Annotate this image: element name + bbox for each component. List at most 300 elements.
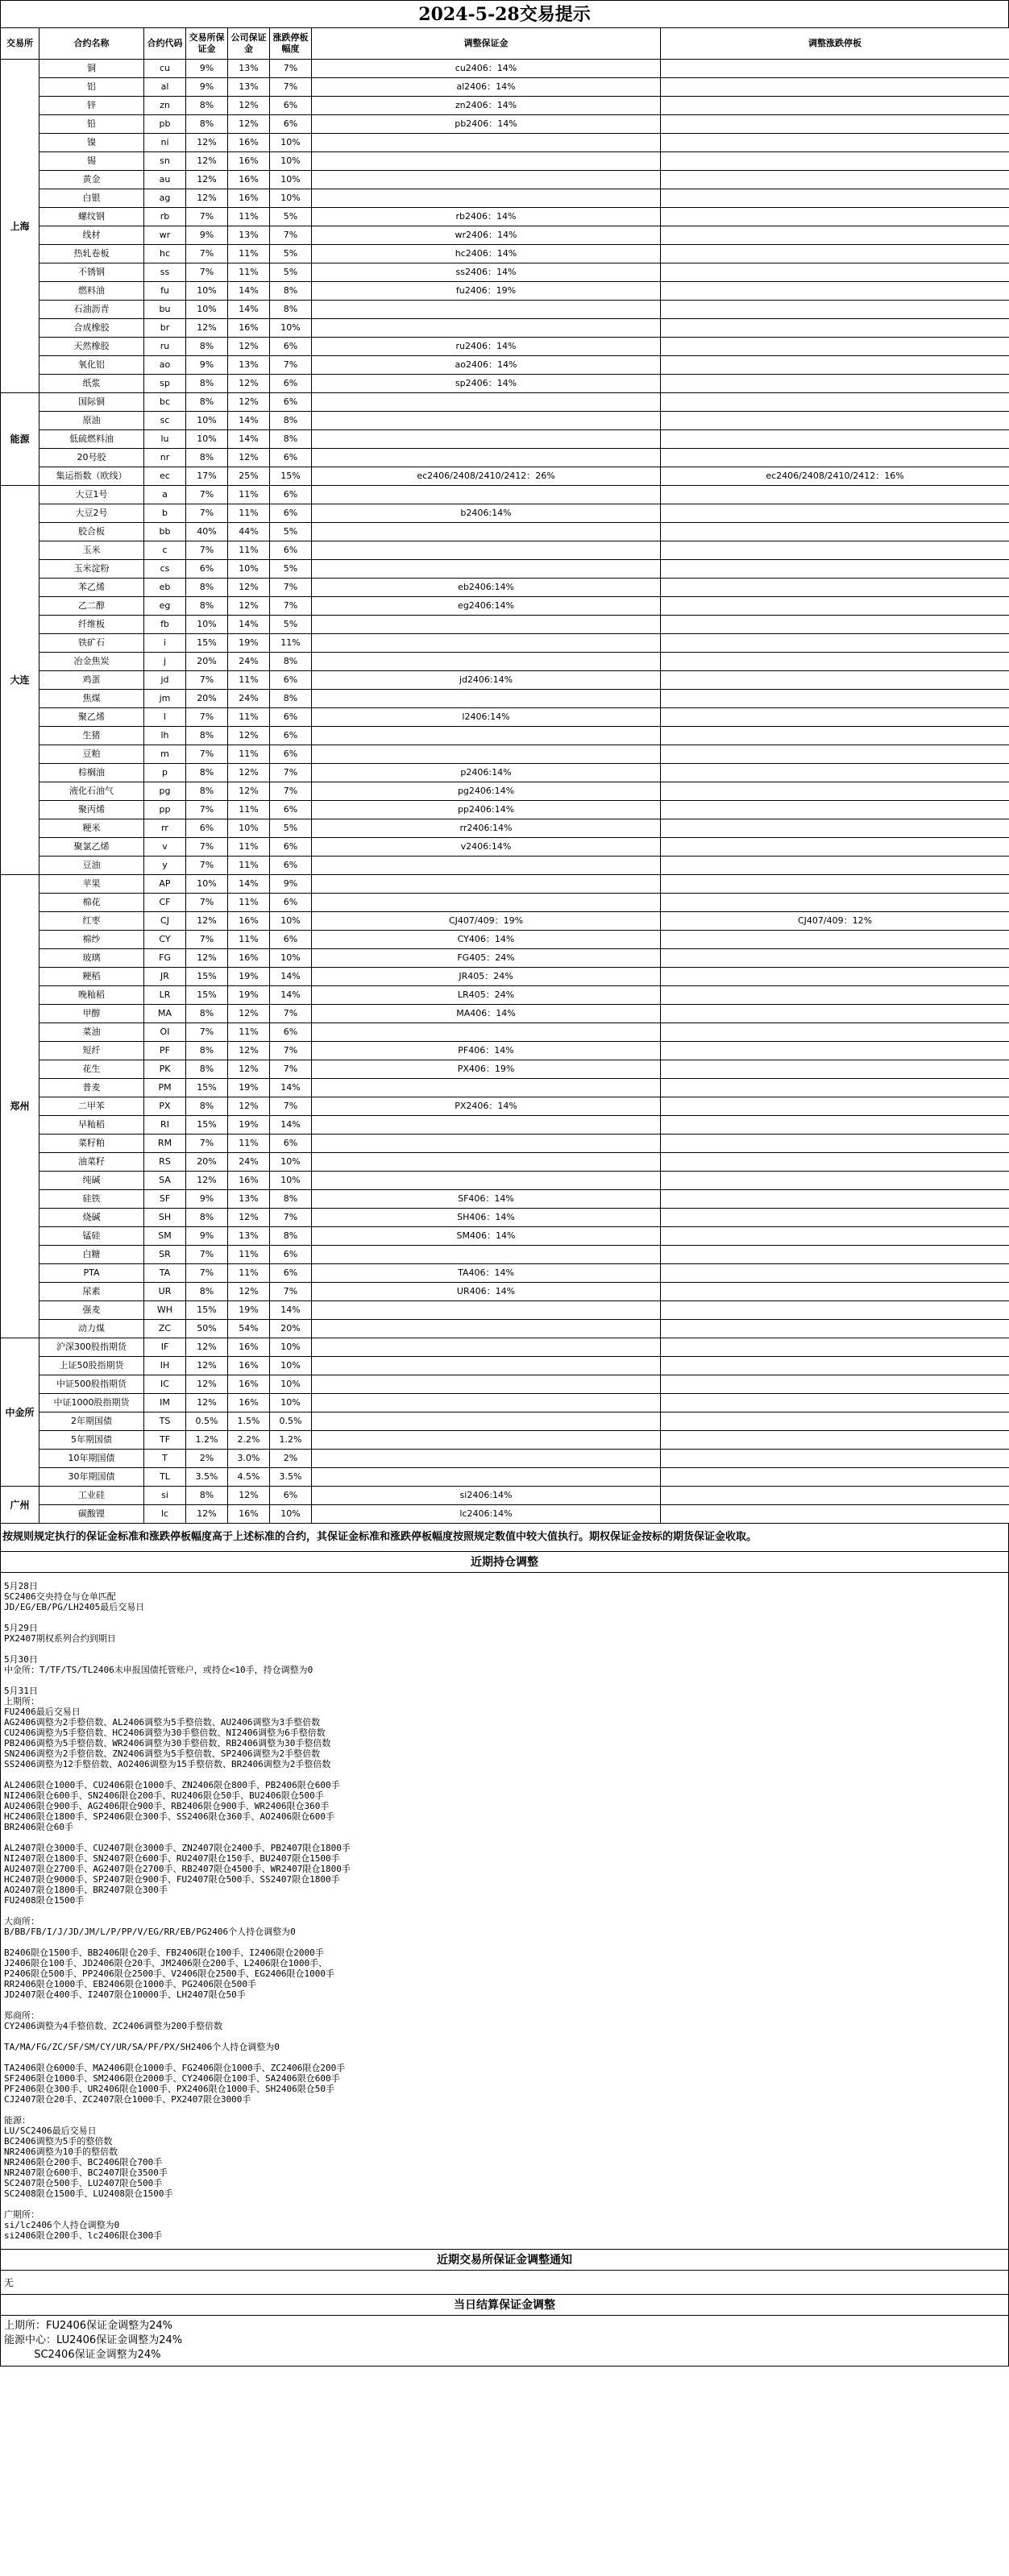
limit-range-cell: 10% (270, 1153, 312, 1172)
exchange-margin-cell: 7% (186, 931, 228, 949)
company-margin-cell: 11% (228, 504, 270, 523)
adjust-margin-cell (312, 1301, 661, 1320)
adjust-margin-cell (312, 1450, 661, 1468)
exchange-margin-cell: 8% (186, 579, 228, 597)
adjust-margin-cell: fu2406：19% (312, 282, 661, 301)
contract-name-cell: 工业硅 (39, 1487, 144, 1505)
limit-range-cell: 7% (270, 782, 312, 801)
contract-code-cell: jd (144, 671, 186, 690)
limit-range-cell: 14% (270, 1079, 312, 1097)
limit-range-cell: 7% (270, 1042, 312, 1060)
company-margin-cell: 19% (228, 634, 270, 653)
company-margin-cell: 14% (228, 412, 270, 430)
limit-range-cell: 10% (270, 1375, 312, 1394)
limit-range-cell: 8% (270, 653, 312, 671)
company-margin-cell: 12% (228, 338, 270, 356)
exchange-margin-cell: 7% (186, 541, 228, 560)
adjust-limit-cell (661, 838, 1009, 857)
contract-code-cell: ru (144, 338, 186, 356)
limit-range-cell: 8% (270, 282, 312, 301)
limit-range-cell: 14% (270, 1116, 312, 1135)
exchange-margin-cell: 9% (186, 356, 228, 375)
adjust-margin-cell (312, 1320, 661, 1338)
exchange-margin-cell: 7% (186, 801, 228, 819)
exchange-margin-cell: 9% (186, 78, 228, 97)
exchange-margin-cell: 15% (186, 634, 228, 653)
adjust-margin-cell (312, 134, 661, 152)
adjust-limit-cell (661, 782, 1009, 801)
exchange-margin-cell: 7% (186, 1264, 228, 1283)
limit-range-cell: 8% (270, 430, 312, 449)
adjust-margin-cell (312, 1394, 661, 1412)
contract-code-cell: v (144, 838, 186, 857)
table-row (1, 671, 1009, 690)
adjust-limit-cell (661, 560, 1009, 579)
adjust-limit-cell (661, 189, 1009, 208)
table-row (1, 301, 1009, 319)
contract-name-cell: 豆油 (39, 857, 144, 875)
company-margin-cell: 4.5% (228, 1468, 270, 1487)
adjust-limit-cell (661, 1190, 1009, 1209)
contract-name-cell: 天然橡胶 (39, 338, 144, 356)
adjust-margin-cell (312, 1412, 661, 1431)
limit-range-cell: 8% (270, 690, 312, 708)
adjust-limit-cell (661, 97, 1009, 115)
exchange-margin-cell: 10% (186, 282, 228, 301)
table-row (1, 597, 1009, 616)
table-row (1, 931, 1009, 949)
exchange-margin-cell: 8% (186, 764, 228, 782)
company-margin-cell: 14% (228, 875, 270, 894)
company-margin-cell: 16% (228, 1394, 270, 1412)
limit-range-cell: 6% (270, 115, 312, 134)
limit-range-cell: 10% (270, 1172, 312, 1190)
adjust-limit-cell (661, 338, 1009, 356)
company-margin-cell: 11% (228, 857, 270, 875)
adjust-limit-cell (661, 894, 1009, 912)
contract-code-cell: ZC (144, 1320, 186, 1338)
adjust-margin-cell (312, 1375, 661, 1394)
adjust-limit-cell (661, 1357, 1009, 1375)
exchange-margin-cell: 7% (186, 894, 228, 912)
contract-code-cell: PX (144, 1097, 186, 1116)
adjust-limit-cell (661, 1320, 1009, 1338)
contract-code-cell: IH (144, 1357, 186, 1375)
contract-name-cell: PTA (39, 1264, 144, 1283)
exchange-margin-cell: 1.2% (186, 1431, 228, 1450)
header-company-margin: 公司保证金 (228, 28, 270, 60)
contract-name-cell: 强麦 (39, 1301, 144, 1320)
contract-code-cell: lc (144, 1505, 186, 1524)
adjust-margin-cell (312, 189, 661, 208)
contract-code-cell: nr (144, 449, 186, 467)
company-margin-cell: 24% (228, 1153, 270, 1172)
adjust-limit-cell (661, 1450, 1009, 1468)
exchange-margin-cell: 12% (186, 1505, 228, 1524)
contract-code-cell: ao (144, 356, 186, 375)
company-margin-cell: 16% (228, 1338, 270, 1357)
adjust-limit-cell (661, 1468, 1009, 1487)
table-row (1, 171, 1009, 189)
company-margin-cell: 12% (228, 1097, 270, 1116)
company-margin-cell: 11% (228, 1135, 270, 1153)
table-row (1, 764, 1009, 782)
header-adjust-margin: 调整保证金 (312, 28, 661, 60)
exchange-margin-cell: 2% (186, 1450, 228, 1468)
contract-name-cell: 焦煤 (39, 690, 144, 708)
table-row (1, 986, 1009, 1005)
limit-range-cell: 11% (270, 634, 312, 653)
exchange-margin-cell: 8% (186, 97, 228, 115)
adjust-margin-cell: PF406：14% (312, 1042, 661, 1060)
adjust-margin-cell (312, 1338, 661, 1357)
contract-name-cell: 菜籽粕 (39, 1135, 144, 1153)
adjust-limit-cell (661, 1023, 1009, 1042)
table-row (1, 1357, 1009, 1375)
limit-range-cell: 5% (270, 208, 312, 226)
table-row (1, 226, 1009, 245)
contract-code-cell: TL (144, 1468, 186, 1487)
exchange-margin-cell: 8% (186, 1209, 228, 1227)
table-row (1, 541, 1009, 560)
exchange-margin-cell: 8% (186, 727, 228, 745)
adjust-margin-cell (312, 1079, 661, 1097)
contract-code-cell: sc (144, 412, 186, 430)
contract-name-cell: 甲醇 (39, 1005, 144, 1023)
limit-range-cell: 6% (270, 727, 312, 745)
table-row (1, 60, 1009, 78)
header-limit: 涨跌停板幅度 (270, 28, 312, 60)
adjust-margin-cell (312, 690, 661, 708)
company-margin-cell: 16% (228, 189, 270, 208)
contract-name-cell: 大豆1号 (39, 486, 144, 504)
contract-name-cell: 20号胶 (39, 449, 144, 467)
company-margin-cell: 13% (228, 356, 270, 375)
table-row (1, 1301, 1009, 1320)
adjust-limit-cell (661, 1283, 1009, 1301)
contract-name-cell: 氧化铝 (39, 356, 144, 375)
contract-name-cell: 短纤 (39, 1042, 144, 1060)
contract-code-cell: CY (144, 931, 186, 949)
table-row (1, 727, 1009, 745)
contract-name-cell: 液化石油气 (39, 782, 144, 801)
company-margin-cell: 11% (228, 208, 270, 226)
contract-code-cell: ni (144, 134, 186, 152)
adjust-margin-cell (312, 634, 661, 653)
exchange-margin-cell: 0.5% (186, 1412, 228, 1431)
exchange-margin-cell: 7% (186, 1023, 228, 1042)
exchange-margin-cell: 8% (186, 1283, 228, 1301)
limit-range-cell: 7% (270, 1005, 312, 1023)
exchange-margin-cell: 3.5% (186, 1468, 228, 1487)
contract-name-cell: 油菜籽 (39, 1153, 144, 1172)
table-row (1, 263, 1009, 282)
contract-code-cell: SF (144, 1190, 186, 1209)
adjust-margin-cell: JR405：24% (312, 968, 661, 986)
contract-name-cell: 红枣 (39, 912, 144, 931)
table-row (1, 1394, 1009, 1412)
exchange-margin-cell: 12% (186, 1357, 228, 1375)
limit-range-cell: 10% (270, 152, 312, 171)
table-row (1, 560, 1009, 579)
contract-name-cell: 烧碱 (39, 1209, 144, 1227)
contract-code-cell: ec (144, 467, 186, 486)
exchange-margin-cell: 9% (186, 1190, 228, 1209)
table-row (1, 1320, 1009, 1338)
table-row (1, 1172, 1009, 1190)
contract-code-cell: RI (144, 1116, 186, 1135)
adjust-margin-cell (312, 449, 661, 467)
table-row (1, 1468, 1009, 1487)
company-margin-cell: 11% (228, 541, 270, 560)
adjust-limit-cell (661, 1487, 1009, 1505)
company-margin-cell: 12% (228, 597, 270, 616)
contract-code-cell: OI (144, 1023, 186, 1042)
exchange-margin-cell: 12% (186, 152, 228, 171)
table-row (1, 1338, 1009, 1357)
table-row (1, 1450, 1009, 1468)
table-row (1, 1209, 1009, 1227)
company-margin-cell: 11% (228, 894, 270, 912)
exchange-cell: 大连 (1, 486, 39, 875)
company-margin-cell: 12% (228, 579, 270, 597)
table-row (1, 1375, 1009, 1394)
contract-code-cell: hc (144, 245, 186, 263)
contract-code-cell: PK (144, 1060, 186, 1079)
contract-code-cell: pp (144, 801, 186, 819)
limit-range-cell: 10% (270, 171, 312, 189)
adjust-limit-cell (661, 152, 1009, 171)
limit-range-cell: 7% (270, 597, 312, 616)
today-adjust-title: 当日结算保证金调整 (0, 2295, 1009, 2316)
company-margin-cell: 12% (228, 97, 270, 115)
contract-code-cell: eg (144, 597, 186, 616)
adjust-limit-cell (661, 115, 1009, 134)
limit-range-cell: 6% (270, 801, 312, 819)
adjust-limit-cell (661, 1264, 1009, 1283)
table-row (1, 430, 1009, 449)
table-row (1, 486, 1009, 504)
adjust-limit-cell: CJ407/409：12% (661, 912, 1009, 931)
company-margin-cell: 11% (228, 745, 270, 764)
company-margin-cell: 12% (228, 782, 270, 801)
contract-name-cell: 胶合板 (39, 523, 144, 541)
contract-name-cell: 集运指数（欧线） (39, 467, 144, 486)
company-margin-cell: 13% (228, 1227, 270, 1246)
table-row (1, 653, 1009, 671)
margin-table (0, 27, 1009, 1524)
table-row (1, 1005, 1009, 1023)
table-row (1, 1505, 1009, 1524)
adjust-limit-cell (661, 616, 1009, 634)
adjust-limit-cell (661, 986, 1009, 1005)
contract-code-cell: PM (144, 1079, 186, 1097)
company-margin-cell: 12% (228, 1209, 270, 1227)
company-margin-cell: 12% (228, 1042, 270, 1060)
exchange-margin-cell: 8% (186, 1097, 228, 1116)
adjust-margin-cell: l2406:14% (312, 708, 661, 727)
adjust-limit-cell (661, 449, 1009, 467)
exchange-margin-cell: 7% (186, 708, 228, 727)
limit-range-cell: 6% (270, 449, 312, 467)
adjust-margin-cell: pb2406：14% (312, 115, 661, 134)
exchange-margin-cell: 12% (186, 1394, 228, 1412)
limit-range-cell: 7% (270, 226, 312, 245)
adjust-margin-cell: FG405：24% (312, 949, 661, 968)
table-row (1, 1116, 1009, 1135)
contract-name-cell: 中证500股指期货 (39, 1375, 144, 1394)
table-row (1, 894, 1009, 912)
company-margin-cell: 25% (228, 467, 270, 486)
limit-range-cell: 6% (270, 838, 312, 857)
exchange-margin-cell: 7% (186, 208, 228, 226)
company-margin-cell: 12% (228, 375, 270, 393)
exchange-margin-cell: 7% (186, 671, 228, 690)
adjust-limit-cell (661, 1153, 1009, 1172)
contract-name-cell: 玉米 (39, 541, 144, 560)
adjust-margin-cell (312, 745, 661, 764)
adjust-margin-cell: CJ407/409：19% (312, 912, 661, 931)
limit-range-cell: 14% (270, 986, 312, 1005)
adjust-limit-cell (661, 968, 1009, 986)
table-row (1, 1487, 1009, 1505)
position-section-text: 5月28日 SC2406交央持仓与仓单匹配 JD/EG/EB/PG/LH2405最后交易日 5月29日 PX2407期权系列合约到期日 5月30日 中金所：T/TF/TS/TL2406未申报国债托管账户，或持仓<10手，持仓调整为0 5月31日 上期所： FU2406最后交易日 AG2406调整为2手整倍数、AL2406调整为5手整倍数、AU2406调整为3手整倍数 CU2406调整为5手整倍数、HC2406调整为30手整倍数、NI2406调整为6手整倍数 PB2406调整为5手整倍数、WR2406调整为30手整倍数、RB2406调整为30手整倍数 SN2406调整为2手整倍数、ZN2406调整为5手整倍数、SP2406调整为2手整倍数 SS2406调整为12手整倍数、AO2406调整为15手整倍数、BR2406调整为2手整倍数 AL2406限仓1000手、CU2406限仓1000手、ZN2406限仓800手、PB2406限仓600手 NI2406限仓600手、SN2406限仓200手、RU2406限仓50手、BU2406限仓500手 AU2406限仓900手、AG2406限仓900手、RB2406限仓900手、WR2406限仓360手 HC2406限仓1800手、SP2406限仓300手、SS2406限仓360手、AO2406限仓600手 BR2406限仓60手 AL2407限仓3000手、CU2407限仓3000手、ZN2407限仓2400手、PB2407限仓1800手 NI2407限仓1800手、SN2407限仓600手、RU2407限仓150手、BU2407限仓1500手 AU2407限仓2700手、AG2407限仓2700手、RB2407限仓4500手、WR2407限仓1800手 HC2407限仓9000手、SP2407限仓900手、FU2407限仓500手、SS2407限仓1800手 AO2407限仓1800手、BR2407限仓300手 FU2408限仓1500手 大商所： B/BB/FB/I/J/JD/JM/L/P/PP/V/EG/RR/EB/PG2406个人持仓调整为0 B2406限仓1500手、BB2406限仓20手、FB2406限仓100手、I2406限仓2000手 J2406限仓100手、JD2406限仓20手、JM2406限仓200手、L2406限仓1000手、 P2406限仓500手、PP2406限仓2500手、V2406限仓2500手、EG2406限仓1000手 RR2406限仓1000手、EB2406限仓1000手、PG2406限仓500手 JD2407限仓400手、I2407限仓10000手、LH2407限仓50手 郑商所： CY2406调整为4手整倍数、ZC2406调整为200手整倍数 TA/MA/FG/ZC/SF/SM/CY/UR/SA/PF/PX/SH2406个人持仓调整为0 TA2406限仓6000手、MA2406限仓1000手、FG2406限仓1000手、ZC2406限仓200手 SF2406限仓1000手、SM2406限仓2000手、CY2406限仓100手、SA2406限仓600手 PF2406限仓300手、UR2406限仓1000手、PX2406限仓1000手、SH2406限仓50手 CJ2407限仓20手、ZC2407限仓1000手、PX2407限仓3000手 能源： LU/SC2406最后交易日 BC2406调整为5手的整倍数 NR2406调整为10手的整倍数 NR2406限仓200手、BC2406限仓700手 NR2407限仓600手、BC2407限仓3500手 SC2407限仓500手、LU2407限仓500手 SC2408限仓1500手、LU2408限仓1500手 广期所： si/lc2406个人持仓调整为0 si2406限仓200手、lc2406限仓300手 (0, 1573, 1009, 2250)
contract-name-cell: 上证50股指期货 (39, 1357, 144, 1375)
adjust-margin-cell (312, 1023, 661, 1042)
adjust-limit-cell (661, 653, 1009, 671)
contract-name-cell: 粳米 (39, 819, 144, 838)
table-row (1, 875, 1009, 894)
table-row (1, 356, 1009, 375)
adjust-margin-cell (312, 152, 661, 171)
exchange-margin-cell: 7% (186, 486, 228, 504)
contract-code-cell: eb (144, 579, 186, 597)
adjust-margin-cell: p2406:14% (312, 764, 661, 782)
adjust-limit-cell (661, 319, 1009, 338)
company-margin-cell: 12% (228, 1060, 270, 1079)
limit-range-cell: 5% (270, 560, 312, 579)
contract-name-cell: 沪深300股指期货 (39, 1338, 144, 1357)
contract-name-cell: 聚乙烯 (39, 708, 144, 727)
exchange-margin-cell: 15% (186, 968, 228, 986)
exchange-margin-cell: 12% (186, 912, 228, 931)
adjust-limit-cell (661, 819, 1009, 838)
adjust-margin-cell (312, 1468, 661, 1487)
adjust-margin-cell: TA406：14% (312, 1264, 661, 1283)
today-adjust-text: 上期所：FU2406保证金调整为24% 能源中心：LU2406保证金调整为24% SC2406保证金调整为24% (0, 2316, 1009, 2367)
adjust-limit-cell (661, 356, 1009, 375)
adjust-margin-cell (312, 875, 661, 894)
exchange-margin-cell: 8% (186, 1042, 228, 1060)
exchange-margin-cell: 10% (186, 430, 228, 449)
adjust-limit-cell (661, 1227, 1009, 1246)
limit-range-cell: 6% (270, 894, 312, 912)
contract-code-cell: c (144, 541, 186, 560)
contract-name-cell: 线材 (39, 226, 144, 245)
contract-code-cell: CF (144, 894, 186, 912)
contract-code-cell: IF (144, 1338, 186, 1357)
adjust-margin-cell: PX406：19% (312, 1060, 661, 1079)
exchange-margin-cell: 9% (186, 226, 228, 245)
company-margin-cell: 11% (228, 801, 270, 819)
company-margin-cell: 12% (228, 764, 270, 782)
contract-code-cell: lh (144, 727, 186, 745)
limit-range-cell: 5% (270, 616, 312, 634)
contract-code-cell: CJ (144, 912, 186, 931)
adjust-margin-cell (312, 486, 661, 504)
adjust-limit-cell (661, 1135, 1009, 1153)
header-contract-name: 合约名称 (39, 28, 144, 60)
contract-code-cell: IC (144, 1375, 186, 1394)
contract-name-cell: 原油 (39, 412, 144, 430)
adjust-limit-cell (661, 1505, 1009, 1524)
table-row (1, 319, 1009, 338)
contract-name-cell: 国际铜 (39, 393, 144, 412)
adjust-limit-cell (661, 1060, 1009, 1079)
contract-code-cell: lu (144, 430, 186, 449)
contract-code-cell: fb (144, 616, 186, 634)
exchange-margin-cell: 12% (186, 1375, 228, 1394)
contract-name-cell: 2年期国债 (39, 1412, 144, 1431)
table-row (1, 1153, 1009, 1172)
contract-name-cell: 棉纱 (39, 931, 144, 949)
adjust-margin-cell (312, 653, 661, 671)
adjust-limit-cell (661, 282, 1009, 301)
exchange-margin-cell: 12% (186, 171, 228, 189)
table-row (1, 857, 1009, 875)
contract-name-cell: 5年期国债 (39, 1431, 144, 1450)
exchange-margin-cell: 8% (186, 597, 228, 616)
limit-range-cell: 6% (270, 857, 312, 875)
exchange-margin-cell: 20% (186, 653, 228, 671)
company-margin-cell: 11% (228, 671, 270, 690)
company-margin-cell: 16% (228, 1172, 270, 1190)
adjust-margin-cell: zn2406：14% (312, 97, 661, 115)
contract-code-cell: FG (144, 949, 186, 968)
table-row (1, 504, 1009, 523)
exchange-margin-cell: 8% (186, 449, 228, 467)
table-row (1, 912, 1009, 931)
position-section-title: 近期持仓调整 (0, 1552, 1009, 1573)
limit-range-cell: 6% (270, 1487, 312, 1505)
limit-range-cell: 7% (270, 1283, 312, 1301)
contract-code-cell: TF (144, 1431, 186, 1450)
contract-code-cell: b (144, 504, 186, 523)
adjust-margin-cell (312, 727, 661, 745)
contract-name-cell: 合成橡胶 (39, 319, 144, 338)
limit-range-cell: 7% (270, 356, 312, 375)
contract-name-cell: 冶金焦炭 (39, 653, 144, 671)
limit-range-cell: 6% (270, 671, 312, 690)
company-margin-cell: 14% (228, 301, 270, 319)
adjust-margin-cell (312, 894, 661, 912)
contract-code-cell: RS (144, 1153, 186, 1172)
contract-name-cell: 碳酸锂 (39, 1505, 144, 1524)
company-margin-cell: 12% (228, 449, 270, 467)
contract-code-cell: au (144, 171, 186, 189)
company-margin-cell: 44% (228, 523, 270, 541)
exchange-margin-cell: 8% (186, 115, 228, 134)
limit-range-cell: 10% (270, 134, 312, 152)
adjust-margin-cell: LR405：24% (312, 986, 661, 1005)
limit-range-cell: 6% (270, 338, 312, 356)
table-row (1, 1023, 1009, 1042)
contract-code-cell: ag (144, 189, 186, 208)
adjust-margin-cell (312, 393, 661, 412)
table-row (1, 634, 1009, 653)
exchange-margin-cell: 8% (186, 1487, 228, 1505)
adjust-margin-cell: si2406:14% (312, 1487, 661, 1505)
